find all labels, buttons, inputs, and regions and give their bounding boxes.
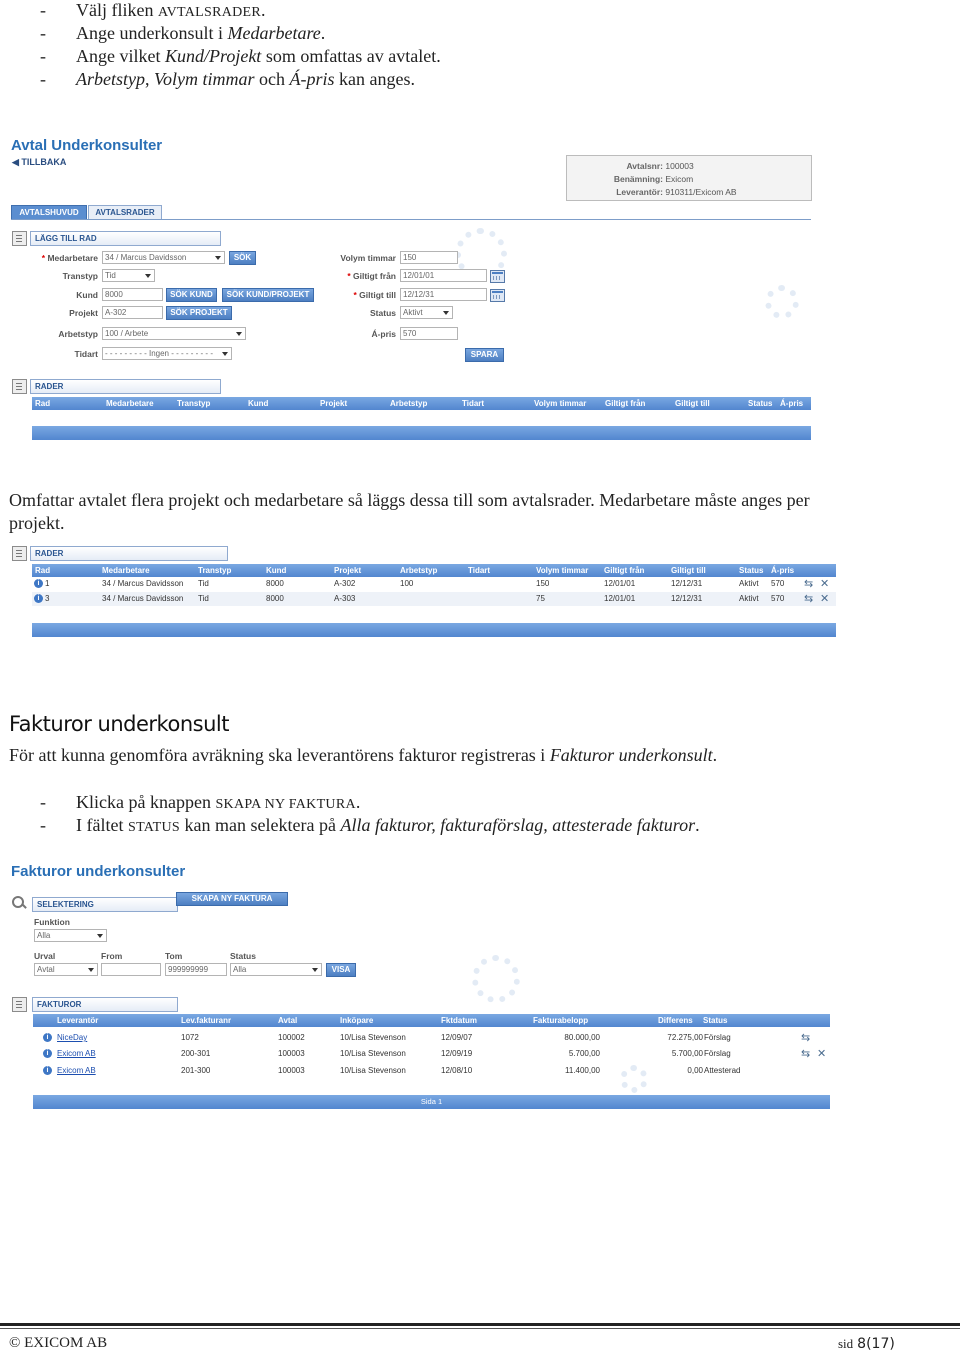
pager[interactable]: Sida 1 [33, 1095, 830, 1109]
contract-info-box: Avtalsnr: 100003 Benämning: Exicom Leverantör: 910311/Exicom AB [566, 155, 812, 201]
cell-status: Förslag [704, 1033, 731, 1042]
table-row[interactable] [33, 1064, 830, 1078]
cell-giltigt-fran: 12/01/01 [604, 594, 636, 603]
footer-rule [0, 1328, 960, 1329]
sok-kund-projekt-button[interactable]: SÖK KUND/PROJEKT [222, 288, 314, 302]
cell-kund: 8000 [266, 594, 284, 603]
cell-rad: 3 [45, 594, 50, 603]
invoices-header: FAKTUROR [32, 997, 178, 1012]
projekt-field[interactable]: A-302 [102, 306, 163, 319]
cell-giltigt-fran: 12/01/01 [604, 579, 636, 588]
cell-fakturabelopp: 5.700,00 [568, 1049, 600, 1058]
col-transtyp[interactable]: Transtyp [198, 566, 232, 575]
skapa-ny-faktura-button[interactable]: SKAPA NY FAKTURA [176, 892, 288, 906]
col-apris[interactable]: Á-pris [771, 566, 795, 575]
col-medarbetare[interactable]: Medarbetare [106, 399, 154, 408]
cell-lev-fakturanr: 201-300 [181, 1066, 211, 1075]
col-fakturabelopp[interactable]: Fakturabelopp [533, 1016, 589, 1025]
swap-icon[interactable]: ⇆ [804, 592, 814, 605]
cell-fakturabelopp: 80.000,00 [564, 1033, 600, 1042]
delete-icon[interactable]: ✕ [817, 1047, 827, 1060]
col-tidart[interactable]: Tidart [468, 566, 491, 575]
col-projekt[interactable]: Projekt [334, 566, 362, 575]
cell-leverantor-link[interactable]: Exicom AB [57, 1066, 96, 1075]
back-link[interactable]: ◀ TILLBAKA [12, 157, 67, 167]
col-fktdatum[interactable]: Fktdatum [441, 1016, 477, 1025]
cell-inkopare: 10/Lisa Stevenson [340, 1049, 406, 1058]
footer-rule [0, 1323, 960, 1326]
rows-screenshot [0, 540, 960, 640]
info-icon[interactable]: i [43, 1049, 52, 1058]
urval-select[interactable]: Avtal [34, 963, 98, 976]
col-volym[interactable]: Volym timmar [536, 566, 589, 575]
col-lev-fakturanr[interactable]: Lev.fakturanr [181, 1016, 232, 1025]
cell-status: Aktivt [739, 594, 759, 603]
app-title: Avtal Underkonsulter [11, 137, 163, 154]
cell-projekt: A-303 [334, 594, 356, 603]
label-status: Status [230, 951, 256, 961]
visa-button[interactable]: VISA [326, 963, 356, 977]
label-tidart: Tidart [74, 349, 98, 359]
cell-fktdatum: 12/09/19 [441, 1049, 473, 1058]
avtal-screenshot [0, 130, 960, 450]
rows-grid-footer [32, 623, 836, 637]
page-number: sid 8(17) [838, 1336, 895, 1352]
col-giltigt-till[interactable]: Giltigt till [671, 566, 706, 575]
cell-volym: 75 [536, 594, 545, 603]
invoices-icon [12, 997, 27, 1012]
form-icon [12, 231, 27, 246]
sok-projekt-button[interactable]: SÖK PROJEKT [166, 306, 232, 320]
col-apris[interactable]: Á-pris [780, 399, 804, 408]
cell-kund: 8000 [266, 579, 284, 588]
cell-giltigt-till: 12/12/31 [671, 579, 703, 588]
cell-projekt: A-302 [334, 579, 356, 588]
table-row[interactable] [33, 1031, 830, 1045]
col-projekt[interactable]: Projekt [320, 399, 348, 408]
cell-avtal: 100002 [278, 1033, 305, 1042]
cell-apris: 570 [771, 594, 785, 603]
calendar-icon[interactable] [490, 289, 505, 302]
col-status[interactable]: Status [739, 566, 764, 575]
label-urval: Urval [34, 951, 56, 961]
intro-bullet: - Välj fliken AVTALSRADER. [40, 0, 266, 20]
label-arbetstyp: Arbetstyp [58, 329, 98, 339]
col-medarbetare[interactable]: Medarbetare [102, 566, 150, 575]
cell-status: Aktivt [739, 579, 759, 588]
cell-rad: 1 [45, 579, 50, 588]
table-row[interactable] [32, 577, 836, 591]
col-arbetstyp[interactable]: Arbetstyp [390, 399, 428, 408]
cell-medarbetare: 34 / Marcus Davidsson [102, 594, 184, 603]
label-status: Status [370, 308, 396, 318]
col-giltigt-fran[interactable]: Giltigt från [605, 399, 646, 408]
col-inkopare[interactable]: Inköpare [340, 1016, 374, 1025]
giltigt-till-field[interactable]: 12/12/31 [400, 288, 487, 301]
rows-header: RADER [30, 546, 228, 561]
sok-button[interactable]: SÖK [229, 251, 256, 265]
swap-icon[interactable]: ⇆ [801, 1047, 811, 1060]
cell-leverantor-link[interactable]: Exicom AB [57, 1049, 96, 1058]
from-field[interactable] [101, 963, 161, 976]
delete-icon[interactable]: ✕ [820, 592, 830, 605]
list-icon [12, 546, 27, 561]
intro-bullet: - Arbetstyp, Volym timmar och Á-pris kan anges. [40, 69, 415, 89]
col-volym[interactable]: Volym timmar [534, 399, 587, 408]
footer-copyright: © EXICOM AB [9, 1335, 108, 1351]
table-row[interactable] [33, 1047, 830, 1061]
list-icon [12, 379, 27, 394]
label-volym: Volym timmar [340, 253, 396, 263]
cell-medarbetare: 34 / Marcus Davidsson [102, 579, 184, 588]
label-apris: Á-pris [371, 329, 396, 339]
cell-apris: 570 [771, 579, 785, 588]
label-projekt: Projekt [69, 308, 98, 318]
cell-differens: 5.700,00 [671, 1049, 703, 1058]
watermark [765, 285, 799, 319]
cell-inkopare: 10/Lisa Stevenson [340, 1066, 406, 1075]
instruction-bullet: - Klicka på knappen SKAPA NY FAKTURA. [40, 792, 361, 812]
kund-field[interactable]: 8000 [102, 288, 163, 301]
intro-bullet: - Ange underkonsult i Medarbetare. [40, 23, 326, 43]
tidart-select[interactable]: - - - - - - - - - Ingen - - - - - - - - - [102, 347, 232, 360]
apris-field[interactable]: 570 [400, 327, 458, 340]
cell-differens: 72.275,00 [667, 1033, 703, 1042]
cell-fktdatum: 12/08/10 [441, 1066, 473, 1075]
info-icon[interactable]: i [34, 579, 43, 588]
cell-giltigt-till: 12/12/31 [671, 594, 703, 603]
invoices-grid-header [33, 1014, 830, 1027]
col-giltigt-till[interactable]: Giltigt till [675, 399, 710, 408]
col-rad[interactable]: Rad [35, 399, 51, 408]
giltigt-fran-field[interactable]: 12/01/01 [400, 269, 487, 282]
cell-inkopare: 10/Lisa Stevenson [340, 1033, 406, 1042]
spara-button[interactable]: SPARA [465, 348, 504, 362]
cell-differens: 0,00 [687, 1066, 703, 1075]
label-funktion: Funktion [34, 917, 70, 927]
funktion-select[interactable]: Alla [34, 929, 107, 942]
cell-fakturabelopp: 11.400,00 [565, 1066, 600, 1075]
cell-transtyp: Tid [198, 594, 209, 603]
label-tom: Tom [165, 951, 183, 961]
rows-grid-header [32, 397, 811, 410]
label-transtyp: Transtyp [62, 271, 98, 281]
calendar-icon[interactable] [490, 270, 505, 283]
col-transtyp[interactable]: Transtyp [177, 399, 211, 408]
label-giltigt-till: * Giltigt till [353, 290, 396, 300]
cell-fktdatum: 12/09/07 [441, 1033, 473, 1042]
delete-icon[interactable]: ✕ [820, 577, 830, 590]
intro-bullet: - Ange vilket Kund/Projekt som omfattas av avtalet. [40, 46, 441, 66]
watermark [472, 955, 520, 1003]
tab-avtalsrader[interactable]: AVTALSRADER [88, 205, 162, 220]
cell-volym: 150 [536, 579, 550, 588]
rows-grid-header [32, 564, 836, 577]
label-from: From [101, 951, 123, 961]
medarbetare-select[interactable]: 34 / Marcus Davidsson [102, 251, 225, 264]
table-row[interactable] [32, 592, 836, 606]
transtyp-select[interactable]: Tid [102, 269, 155, 282]
paragraph-avtalsrader: Omfattar avtalet flera projekt och medarbetare så läggs dessa till som avtalsrader. Medarbetare måste anges per projekt. [9, 490, 810, 533]
add-row-header: LÄGG TILL RAD [30, 231, 221, 246]
cell-arbetstyp: 100 [400, 579, 414, 588]
cell-transtyp: Tid [198, 579, 209, 588]
col-kund[interactable]: Kund [266, 566, 287, 575]
col-tidart[interactable]: Tidart [462, 399, 485, 408]
col-status[interactable]: Status [748, 399, 773, 408]
rows-header: RADER [30, 379, 221, 394]
cell-avtal: 100003 [278, 1049, 305, 1058]
cell-lev-fakturanr: 200-301 [181, 1049, 211, 1058]
rows-grid-footer [32, 426, 811, 440]
cell-status: Attesterad [704, 1066, 741, 1075]
fakturor-screenshot [0, 855, 960, 1115]
cell-lev-fakturanr: 1072 [181, 1033, 199, 1042]
label-medarbetare: * Medarbetare [41, 253, 98, 263]
label-kund: Kund [76, 290, 98, 300]
tom-field[interactable]: 999999999 [165, 963, 227, 976]
col-arbetstyp[interactable]: Arbetstyp [400, 566, 438, 575]
col-leverantor[interactable]: Leverantör [57, 1016, 99, 1025]
tab-divider [11, 219, 811, 220]
swap-icon[interactable]: ⇆ [801, 1031, 811, 1044]
cell-leverantor-link[interactable]: NiceDay [57, 1033, 88, 1042]
cell-avtal: 100003 [278, 1066, 305, 1075]
col-differens[interactable]: Differens [658, 1016, 693, 1025]
swap-icon[interactable]: ⇆ [804, 577, 814, 590]
selection-header: SELEKTERING [32, 897, 178, 912]
status-select[interactable]: Alla [230, 963, 322, 976]
instruction-bullet: - I fältet STATUS kan man selektera på Alla fakturor, fakturaförslag, attesterade fakturor. [40, 815, 700, 835]
cell-status: Förslag [704, 1049, 731, 1058]
col-kund[interactable]: Kund [248, 399, 269, 408]
status-select[interactable]: Aktivt [400, 306, 453, 319]
volym-field[interactable]: 150 [400, 251, 458, 264]
info-icon[interactable]: i [43, 1066, 52, 1075]
sok-kund-button[interactable]: SÖK KUND [166, 288, 217, 302]
paragraph-fakturor: För att kunna genomföra avräkning ska leverantörens fakturor registreras i Fakturor underkonsult. [9, 745, 718, 765]
col-giltigt-fran[interactable]: Giltigt från [604, 566, 645, 575]
info-icon[interactable]: i [34, 594, 43, 603]
label-giltigt-fran: * Giltigt från [347, 271, 396, 281]
info-icon[interactable]: i [43, 1033, 52, 1042]
col-status[interactable]: Status [703, 1016, 728, 1025]
section-heading: Fakturor underkonsult [9, 712, 229, 736]
arbetstyp-select[interactable]: 100 / Arbete [102, 327, 246, 340]
search-icon [12, 896, 26, 910]
tab-avtalshuvud[interactable]: AVTALSHUVUD [11, 205, 87, 220]
col-avtal[interactable]: Avtal [278, 1016, 298, 1025]
app-title: Fakturor underkonsulter [11, 863, 186, 880]
col-rad[interactable]: Rad [35, 566, 51, 575]
